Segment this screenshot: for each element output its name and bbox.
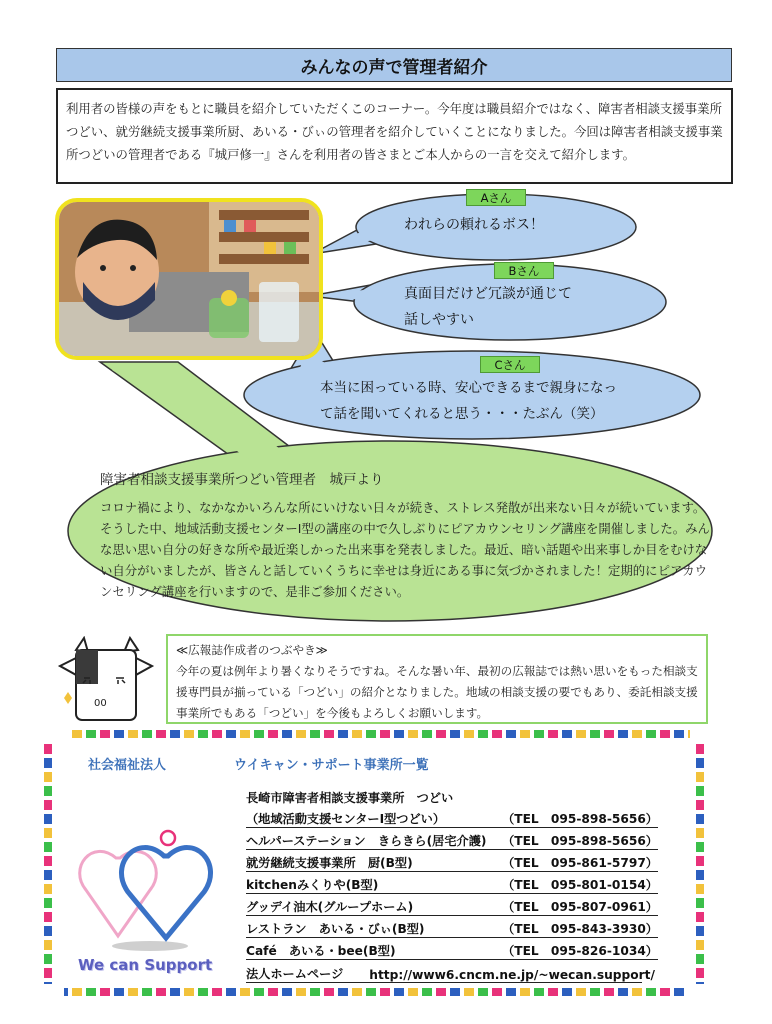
manager-message — [100, 470, 710, 602]
office-row — [246, 872, 658, 894]
office-name: （地域活動支援センターⅠ型つどい） — [246, 812, 446, 826]
office-name: kitchenみくりや(B型) — [246, 878, 379, 892]
hearts-logo-icon — [72, 828, 228, 954]
office-name: レストラン あいる・びぃ(B型) — [246, 922, 425, 936]
homepage-row — [246, 960, 655, 983]
comment-b-line1: 真面目だけど冗談が通じて — [404, 286, 572, 302]
page-title: みんなの声で管理者紹介 — [56, 48, 732, 82]
homepage-label: 法人ホームページ — [246, 967, 344, 981]
svg-text:00: 00 — [94, 698, 107, 709]
comment-a-author: Aさん — [466, 189, 526, 206]
office-name: 長崎市障害者相談支援事業所 つどい — [246, 791, 454, 805]
office-list-title: ウイキャン・サポート事業所一覧 — [234, 758, 429, 773]
office-row — [246, 784, 658, 806]
comment-c-line1: 本当に困っている時、安心できるまで親身になっ — [320, 380, 617, 396]
office-row — [246, 828, 658, 850]
cow-icon — [54, 636, 158, 724]
manager-photo-illustration — [59, 202, 319, 356]
intro-text: 利用者の皆様の声をもとに職員を紹介していただくこのコーナー。今年度は職員紹介ではなく、障害者相談支援事業所つどい、就労継続支援事業所厨、あいる・びぃの管理者を紹介していくことになりました。今回は障害者相談支援事業所つどいの管理者である『城戸修一』さんを利用者の皆さまとご本人からの一言を交えて紹介します。 — [56, 88, 733, 184]
manager-photo — [55, 198, 323, 360]
office-name: Café あいる・bee(B型) — [246, 944, 396, 958]
tweet-heading: ≪広報誌作成者のつぶやき≫ — [176, 643, 328, 657]
comment-b-line2: 話しやすい — [404, 312, 474, 328]
manager-heading: 障害者相談支援事業所つどい管理者 城戸より — [100, 472, 384, 488]
office-tel: （TEL 095-801-0154） — [502, 878, 658, 892]
comment-a-text: われらの頼れるボス！ — [404, 217, 544, 233]
office-row — [246, 916, 658, 938]
office-tel: （TEL 095-898-5656） — [502, 834, 658, 848]
office-tel: （TEL 095-861-5797） — [502, 856, 658, 870]
office-row — [246, 894, 658, 916]
office-row — [246, 850, 658, 872]
office-tel: （TEL 095-898-5656） — [502, 812, 658, 826]
office-list — [246, 784, 666, 983]
manager-body: コロナ禍により、なかなかいろんな所にいけない日々が続き、ストレス発散が出来ない日々が続いています。そうした中、地域活動支援センターⅠ型の講座の中で久しぶりにピアカウンセリング講座を開催しました。みんな思い思い自分の好きな所や最近楽しかった出来事を発表しました。最近、暗い話題や出来事しか目をむけない自分がいましたが、皆さんと話していくうちに幸せは身近にある事に気づかされました！定期的にピアカウンセリング講座を行いますので、是非ご参加ください。 — [100, 500, 710, 599]
slogan: We can Support — [78, 956, 213, 974]
office-name: 就労継続支援事業所 厨(B型) — [246, 856, 413, 870]
office-tel: （TEL 095-826-1034） — [502, 944, 658, 958]
comment-b-author: Bさん — [494, 262, 554, 279]
comment-c-author: Cさん — [480, 356, 540, 373]
tweet-box — [166, 634, 708, 724]
tweet-body: 今年の夏は例年より暑くなりそうですね。そんな暑い年、最初の広報誌では熱い思いをもった相談支援専門員が揃っている「つどい」の紹介となりました。地域の相談支援の要でもあり、委託相談支援事業所でもある「つどい」を今後もよろしくお願いします。 — [176, 664, 698, 720]
homepage-link[interactable]: http://www6.cncm.ne.jp/~wecan.support/ — [369, 968, 655, 982]
office-tel: （TEL 095-807-0961） — [502, 900, 658, 914]
office-tel: （TEL 095-843-3930） — [502, 922, 658, 936]
office-row — [246, 938, 658, 960]
org-label: 社会福祉法人 — [88, 758, 167, 773]
office-name: ヘルパーステーション きらきら(居宅介護) — [246, 834, 487, 848]
office-name: グッデイ油木(グループホーム) — [246, 900, 414, 914]
comment-c-line2: て話を聞いてくれると思う・・・たぶん（笑） — [320, 406, 604, 422]
office-row — [246, 806, 658, 828]
